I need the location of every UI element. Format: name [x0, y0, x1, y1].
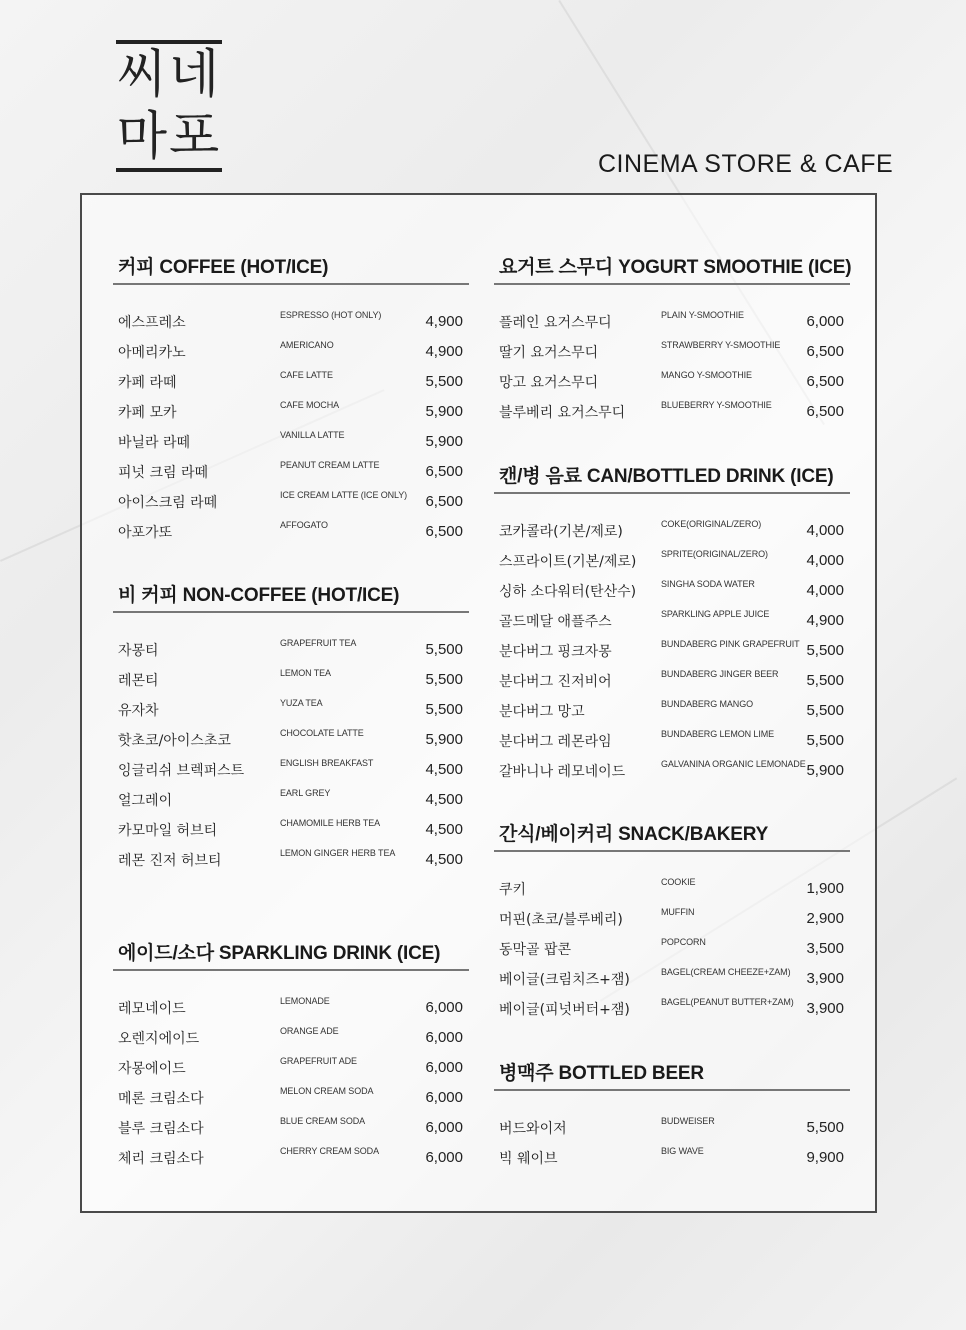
item-price: 3,900 — [806, 1000, 844, 1017]
item-english-name: LEMONADE — [280, 996, 330, 1006]
item-korean-name: 머핀(초코/블루베리) — [499, 912, 623, 928]
item-korean-name: 아메리카노 — [118, 345, 186, 361]
item-english-name: PLAIN Y-SMOOTHIE — [661, 310, 744, 320]
section-divider — [494, 850, 850, 852]
menu-item — [113, 460, 469, 490]
item-korean-name: 베이글(피넛버터+잼) — [499, 1002, 630, 1018]
menu-item — [113, 1146, 469, 1176]
item-korean-name: 버드와이저 — [499, 1121, 567, 1137]
item-english-name: VANILLA LATTE — [280, 430, 345, 440]
item-english-name: AFFOGATO — [280, 520, 328, 530]
item-english-name: GALVANINA ORGANIC LEMONADE — [661, 759, 806, 769]
menu-item — [113, 1086, 469, 1116]
menu-item — [113, 848, 469, 878]
menu-item — [494, 699, 850, 729]
item-price: 4,500 — [425, 791, 463, 808]
menu-item — [113, 340, 469, 370]
menu-item-list — [113, 638, 469, 878]
menu-item — [113, 490, 469, 520]
item-english-name: MANGO Y-SMOOTHIE — [661, 370, 752, 380]
menu-item — [494, 400, 850, 430]
item-english-name: BUNDABERG MANGO — [661, 699, 754, 709]
menu-item — [113, 788, 469, 818]
item-english-name: BAGEL(PEANUT BUTTER+ZAM) — [661, 997, 794, 1007]
menu-item — [494, 1116, 850, 1146]
item-price: 6,000 — [425, 1119, 463, 1136]
menu-item — [494, 729, 850, 759]
item-english-name: BUNDABERG JINGER BEER — [661, 669, 779, 679]
section-divider — [113, 283, 469, 285]
logo-bottom-bar — [116, 168, 222, 172]
item-price: 6,000 — [425, 999, 463, 1016]
menu-item — [113, 698, 469, 728]
item-korean-name: 체리 크림소다 — [118, 1151, 204, 1167]
item-price: 5,900 — [425, 433, 463, 450]
item-korean-name: 잉글리쉬 브렉퍼스트 — [118, 763, 245, 779]
item-korean-name: 메론 크림소다 — [118, 1091, 204, 1107]
item-price: 6,500 — [425, 463, 463, 480]
menu-item — [494, 907, 850, 937]
item-price: 5,500 — [806, 672, 844, 689]
item-korean-name: 얼그레이 — [118, 793, 173, 809]
item-korean-name: 핫초코/아이스초코 — [118, 733, 231, 749]
section-title: 요거트 스무디 YOGURT SMOOTHIE (ICE) — [499, 257, 852, 278]
item-english-name: MELON CREAM SODA — [280, 1086, 374, 1096]
item-korean-name: 쿠키 — [499, 882, 527, 898]
menu-item — [113, 668, 469, 698]
section-title: 커피 COFFEE (HOT/ICE) — [118, 257, 329, 278]
section-divider — [494, 1089, 850, 1091]
item-price: 3,500 — [806, 940, 844, 957]
item-english-name: SPRITE(ORIGINAL/ZERO) — [661, 549, 768, 559]
section-divider — [494, 283, 850, 285]
item-price: 5,500 — [806, 702, 844, 719]
menu-item — [113, 310, 469, 340]
menu-item — [494, 937, 850, 967]
item-english-name: AMERICANO — [280, 340, 334, 350]
item-korean-name: 아포가또 — [118, 525, 173, 541]
item-korean-name: 피넛 크림 라떼 — [118, 465, 209, 481]
item-price: 5,500 — [806, 642, 844, 659]
item-korean-name: 동막골 팝콘 — [499, 942, 572, 958]
menu-item — [494, 759, 850, 789]
menu-item — [113, 996, 469, 1026]
menu-item — [494, 877, 850, 907]
menu-item — [113, 370, 469, 400]
item-english-name: PEANUT CREAM LATTE — [280, 460, 380, 470]
section-title: 캔/병 음료 CAN/BOTTLED DRINK (ICE) — [499, 466, 834, 487]
item-english-name: GRAPEFRUIT TEA — [280, 638, 357, 648]
item-price: 5,500 — [425, 373, 463, 390]
item-price: 6,000 — [425, 1059, 463, 1076]
item-korean-name: 분다버그 망고 — [499, 704, 585, 720]
item-korean-name: 블루 크림소다 — [118, 1121, 204, 1137]
item-korean-name: 카페 모카 — [118, 405, 177, 421]
menu-item-list — [494, 877, 850, 1027]
brand-name: CINEMA STORE & CAFE — [598, 150, 894, 178]
item-price: 1,900 — [806, 880, 844, 897]
menu-section — [494, 819, 850, 1027]
item-price: 3,900 — [806, 970, 844, 987]
item-english-name: GRAPEFRUIT ADE — [280, 1056, 357, 1066]
item-price: 6,000 — [425, 1149, 463, 1166]
item-korean-name: 싱하 소다워터(탄산수) — [499, 584, 637, 600]
menu-section — [494, 252, 850, 430]
item-english-name: BUDWEISER — [661, 1116, 715, 1126]
item-english-name: ORANGE ADE — [280, 1026, 339, 1036]
item-korean-name: 베이글(크림치즈+잼) — [499, 972, 630, 988]
item-korean-name: 빅 웨이브 — [499, 1151, 558, 1167]
item-korean-name: 아이스크림 라떼 — [118, 495, 218, 511]
item-price: 4,500 — [425, 851, 463, 868]
item-english-name: STRAWBERRY Y-SMOOTHIE — [661, 340, 781, 350]
item-english-name: COKE(ORIGINAL/ZERO) — [661, 519, 762, 529]
item-price: 6,500 — [425, 493, 463, 510]
item-korean-name: 스프라이트(기본/제로) — [499, 554, 637, 570]
section-divider — [494, 492, 850, 494]
section-title: 에이드/소다 SPARKLING DRINK (ICE) — [118, 943, 441, 964]
item-korean-name: 갈바니나 레모네이드 — [499, 764, 626, 780]
menu-item — [494, 370, 850, 400]
item-korean-name: 카모마일 허브티 — [118, 823, 218, 839]
item-english-name: ESPRESSO (HOT ONLY) — [280, 310, 382, 320]
item-korean-name: 딸기 요거스무디 — [499, 345, 599, 361]
item-price: 5,500 — [425, 701, 463, 718]
item-english-name: CAFE LATTE — [280, 370, 333, 380]
menu-item — [113, 520, 469, 550]
section-divider — [113, 611, 469, 613]
item-english-name: MUFFIN — [661, 907, 695, 917]
item-english-name: POPCORN — [661, 937, 706, 947]
section-title: 비 커피 NON-COFFEE (HOT/ICE) — [118, 585, 400, 606]
menu-item — [494, 310, 850, 340]
menu-item — [494, 579, 850, 609]
menu-item — [113, 1056, 469, 1086]
item-price: 6,000 — [425, 1029, 463, 1046]
item-english-name: CHAMOMILE HERB TEA — [280, 818, 381, 828]
menu-item — [113, 638, 469, 668]
item-price: 5,500 — [806, 1119, 844, 1136]
item-korean-name: 카페 라떼 — [118, 375, 177, 391]
menu-item-list — [494, 310, 850, 430]
item-korean-name: 분다버그 진저비어 — [499, 674, 612, 690]
section-title: 간식/베이커리 SNACK/BAKERY — [499, 824, 769, 845]
menu-section — [494, 461, 850, 789]
item-price: 5,500 — [425, 641, 463, 658]
item-korean-name: 자몽에이드 — [118, 1061, 186, 1077]
item-price: 2,900 — [806, 910, 844, 927]
item-korean-name: 골드메달 애플주스 — [499, 614, 612, 630]
menu-item — [113, 1116, 469, 1146]
menu-item — [113, 818, 469, 848]
item-price: 6,500 — [806, 403, 844, 420]
menu-item-list — [494, 1116, 850, 1176]
item-price: 9,900 — [806, 1149, 844, 1166]
item-english-name: CHOCOLATE LATTE — [280, 728, 364, 738]
item-english-name: BUNDABERG LEMON LIME — [661, 729, 775, 739]
item-price: 6,000 — [806, 313, 844, 330]
item-korean-name: 자몽티 — [118, 643, 159, 659]
menu-section — [113, 938, 469, 1176]
item-korean-name: 분다버그 핑크자몽 — [499, 644, 612, 660]
menu-section — [113, 580, 469, 878]
item-price: 5,900 — [425, 403, 463, 420]
item-english-name: SPARKLING APPLE JUICE — [661, 609, 770, 619]
menu-item — [494, 997, 850, 1027]
item-korean-name: 분다버그 레몬라임 — [499, 734, 612, 750]
item-price: 6,500 — [806, 343, 844, 360]
item-korean-name: 레몬티 — [118, 673, 159, 689]
item-english-name: CHERRY CREAM SODA — [280, 1146, 379, 1156]
item-price: 6,500 — [425, 523, 463, 540]
item-price: 4,000 — [806, 522, 844, 539]
item-korean-name: 유자차 — [118, 703, 159, 719]
menu-item — [113, 728, 469, 758]
item-korean-name: 코카콜라(기본/제로) — [499, 524, 623, 540]
item-english-name: ENGLISH BREAKFAST — [280, 758, 374, 768]
item-english-name: BUNDABERG PINK GRAPEFRUIT — [661, 639, 800, 649]
item-price: 4,000 — [806, 552, 844, 569]
item-price: 4,900 — [425, 313, 463, 330]
menu-item — [494, 1146, 850, 1176]
item-english-name: SINGHA SODA WATER — [661, 579, 755, 589]
cafe-logo — [116, 40, 222, 172]
item-korean-name: 블루베리 요거스무디 — [499, 405, 626, 421]
menu-item — [113, 1026, 469, 1056]
item-price: 4,500 — [425, 821, 463, 838]
menu-item — [494, 519, 850, 549]
menu-item — [113, 430, 469, 460]
menu-item — [113, 758, 469, 788]
menu-item — [494, 669, 850, 699]
item-korean-name: 레몬 진저 허브티 — [118, 853, 222, 869]
logo-line-2: 마포 — [116, 107, 222, 167]
item-price: 5,900 — [425, 731, 463, 748]
item-english-name: BAGEL(CREAM CHEEZE+ZAM) — [661, 967, 791, 977]
menu-item-list — [113, 996, 469, 1176]
item-price: 5,900 — [806, 762, 844, 779]
item-korean-name: 레모네이드 — [118, 1001, 186, 1017]
menu-section — [113, 252, 469, 550]
item-english-name: BLUEBERRY Y-SMOOTHIE — [661, 400, 772, 410]
menu-item — [494, 340, 850, 370]
section-title: 병맥주 BOTTLED BEER — [499, 1063, 704, 1084]
menu-item — [494, 639, 850, 669]
item-price: 5,500 — [425, 671, 463, 688]
item-english-name: BIG WAVE — [661, 1146, 704, 1156]
item-english-name: LEMON TEA — [280, 668, 331, 678]
item-korean-name: 플레인 요거스무디 — [499, 315, 612, 331]
menu-item — [494, 967, 850, 997]
menu-item — [494, 549, 850, 579]
item-price: 4,500 — [425, 761, 463, 778]
item-english-name: ICE CREAM LATTE (ICE ONLY) — [280, 490, 408, 500]
item-price: 5,500 — [806, 732, 844, 749]
item-english-name: BLUE CREAM SODA — [280, 1116, 366, 1126]
logo-line-1: 씨네 — [116, 45, 222, 105]
item-korean-name: 오렌지에이드 — [118, 1031, 200, 1047]
item-price: 4,900 — [806, 612, 844, 629]
menu-item — [113, 400, 469, 430]
section-divider — [113, 969, 469, 971]
item-price: 6,500 — [806, 373, 844, 390]
item-korean-name: 바닐라 라떼 — [118, 435, 191, 451]
item-price: 6,000 — [425, 1089, 463, 1106]
menu-item-list — [113, 310, 469, 550]
menu-section — [494, 1058, 850, 1176]
item-english-name: EARL GREY — [280, 788, 331, 798]
item-price: 4,900 — [425, 343, 463, 360]
menu-item — [494, 609, 850, 639]
item-english-name: LEMON GINGER HERB TEA — [280, 848, 396, 858]
item-korean-name: 에스프레소 — [118, 315, 186, 331]
menu-item-list — [494, 519, 850, 789]
item-korean-name: 망고 요거스무디 — [499, 375, 599, 391]
item-english-name: CAFE MOCHA — [280, 400, 340, 410]
item-price: 4,000 — [806, 582, 844, 599]
item-english-name: YUZA TEA — [280, 698, 323, 708]
item-english-name: COOKIE — [661, 877, 696, 887]
